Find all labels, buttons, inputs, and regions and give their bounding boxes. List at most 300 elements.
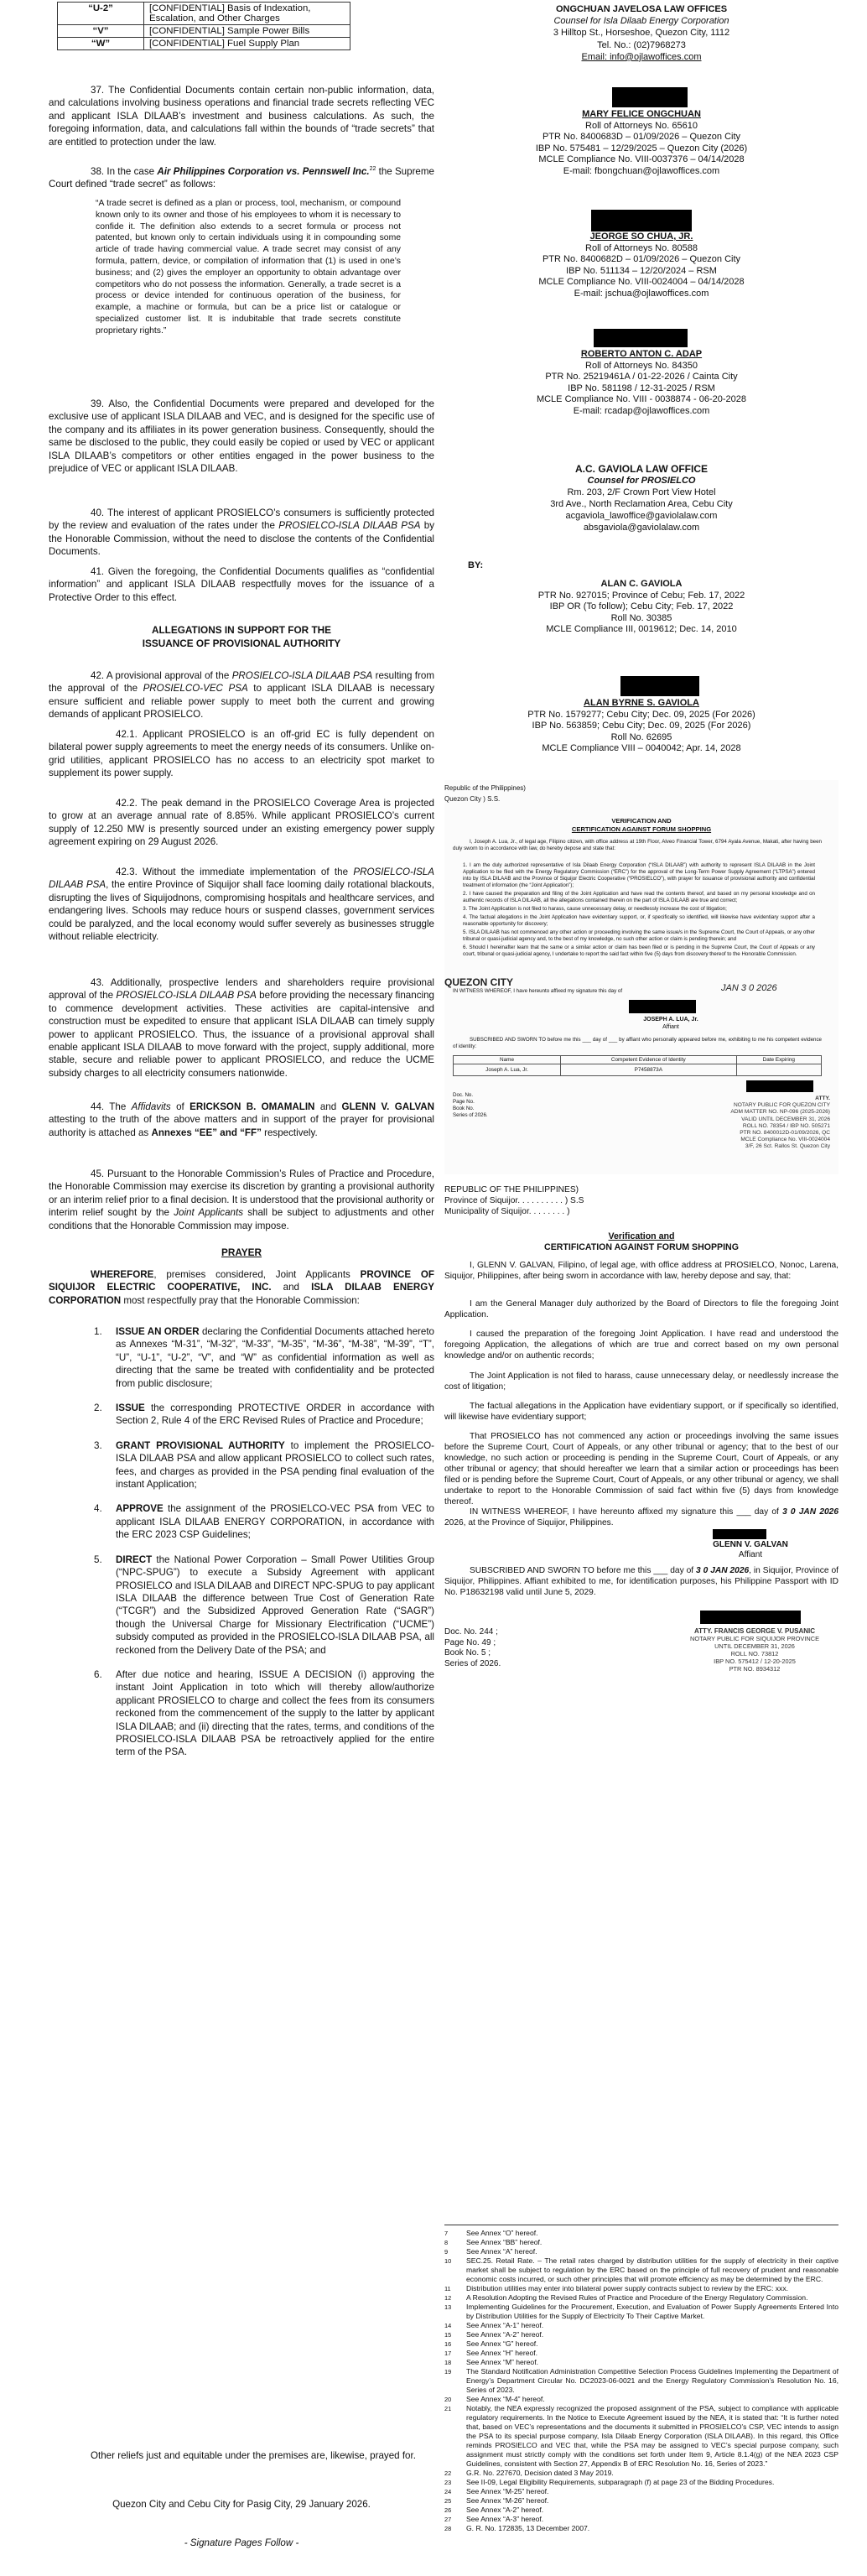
- paragraph-42-1: 42.1. Applicant PROSIELCO is an off-grid EC is fully dependent on bilateral power supply agreements to meet the energy needs of its consumers. Unlike on-grid utilities, applicant PROSIELCO has no access to an electricity spot market to supplement its power supply.: [49, 729, 434, 779]
- book-no: Book No. 5 ;: [444, 1648, 491, 1658]
- subscribed-text-b: , in Siquijor, Province of Siquijor, Philippines. Affiant exhibited to me, for identification purposes, his Philippine Passport with ID No. P18632198 valid until June 5, 2029.: [444, 1566, 838, 1597]
- annex-ref: Annexes “EE” and “FF”: [151, 1127, 262, 1138]
- para40-text-b: by the Honorable Commission, without the need to disclose the contents of the Confidential Documents.: [49, 520, 434, 558]
- heading-line: ISSUANCE OF PROVISIONAL AUTHORITY: [142, 637, 341, 649]
- lawyer-detail: MCLE Compliance No. VIII-0024004 – 04/14/2028: [538, 277, 745, 288]
- witness-line: [453, 988, 704, 995]
- paragraph-37: 37. The Confidential Documents contain certain non-public information, data, and calculations involving business operations and financial trade secrets reflecting VEC and applicant ISLA DILAAB’s investment and business calculations. As such, the foregoing information, data, and calculations fall within the bounds of “trade secrets” that are entitled to protection under the law.: [49, 85, 434, 148]
- footnote-text: A Resolution Adopting the Revised Rules of Practice and Procedure of the Energy Regulatory Commission.: [466, 2293, 808, 2302]
- notary-signature-redaction: [746, 1080, 813, 1092]
- subscribed-text-a: SUBSCRIBED AND SWORN TO before me this ___ day of: [470, 1566, 694, 1575]
- notary-stamp: [671, 1627, 838, 1673]
- paragraph-42-3: [49, 866, 434, 943]
- footnote-text: G.R. No. 227670, Decision dated 3 May 2019.: [466, 2469, 614, 2477]
- lawyer-name: ALAN BYRNE S. GAVIOLA: [584, 698, 699, 708]
- para44-text-e: respectively.: [261, 1127, 318, 1138]
- redaction-box: [713, 1529, 766, 1539]
- footnote-text: The Standard Notification Administration Competitive Selection Process Guidelines Implementing the Department of Energy’s Department Circular No. DC2023-06-0021 and the Energy Regulatory Commission’s Resolution No. 16, Series of 2023.: [466, 2367, 838, 2394]
- firm-email: absgaviola@gaviolalaw.com: [583, 523, 700, 533]
- item-number: 1.: [94, 1326, 102, 1337]
- lawyer-detail: Roll of Attorneys No. 65610: [585, 120, 698, 131]
- footnote: [444, 2247, 838, 2256]
- prayer-intro-text: , premises considered, Joint Applicants: [153, 1269, 361, 1280]
- lawyer-detail: PTR No. 8400683D – 01/09/2026 – Quezon City: [542, 132, 741, 143]
- witness-text: IN WITNESS WHEREOF, I have hereunto affixed my signature this ___ day of: [470, 1507, 779, 1517]
- table-cell: P7458873A: [561, 1064, 736, 1076]
- witness-text-b: 2026, at the Province of Siquijor, Philippines.: [444, 1518, 614, 1527]
- footnote-text: See Annex “H” hereof.: [466, 2349, 538, 2357]
- title-line: VERIFICATION AND: [611, 817, 672, 825]
- lawyer-detail: PTR No. 927015; Province of Cebu; Feb. 17, 2022: [537, 590, 745, 601]
- table-row: [58, 25, 350, 38]
- prayer-intro-and: and: [271, 1282, 312, 1293]
- para45-text-b: shall be subject to adjustments and other conditions that the Honorable Commission may impose.: [49, 1207, 434, 1231]
- item-text: After due notice and hearing, ISSUE A DECISION (i) approving the instant Joint Application in toto which will thereby allow/authorize applicant PROSIELCO to charge and collect the fees from its consumers reckoned from the commencement of the supply to the latter by applicant ISLA DILAAB; and (ii) directing that the rates, terms, and conditions of the PROSIELCO-ISLA DILAAB PSA be retroactively applied for the entire term of the PSA.: [116, 1668, 434, 1758]
- footnote-text: See Annex “A-3” hereof.: [466, 2515, 544, 2523]
- footnote: [444, 2284, 838, 2293]
- affiant-name: GLENN V. GALVAN: [341, 1101, 434, 1112]
- paragraph-41: 41. Given the foregoing, the Confidential Documents qualifies as “confidential information” and applicant ISLA DILAAB respectfully moves for the issuance of a Protective Order to this effect.: [49, 566, 434, 603]
- signature-pages-follow: - Signature Pages Follow -: [184, 2537, 299, 2548]
- series: Series of 2026.: [444, 1658, 501, 1668]
- paragraph-44: [49, 1101, 434, 1139]
- item-lead: ISSUE: [116, 1402, 145, 1414]
- page-no: Page No. 49 ;: [444, 1637, 496, 1647]
- affiant-role: Affiant: [662, 1023, 679, 1030]
- footnote-number: 24: [444, 2488, 452, 2495]
- case-citation: Air Philippines Corporation vs. Pennswell Inc.: [157, 165, 370, 177]
- verification-item: 1. I am the duly authorized representative of Isla Dilaab Energy Corporation (“ISLA DILAAB”) with authority to represent ISLA DILAAB in the Joint Application to be filed with the Energy Regulatory Commission (“ERC”) for the approval of the Long-Term Power Supply Agreement (“LTPSA”) entered into by ISLA DILAAB and the Province of Siquijor Electric Cooperative (“PROSIELCO”), with prayer for issuance of provisional authority and confidential treatment of information (the “Joint Application”);: [463, 862, 815, 888]
- lawyer-name: ALAN C. GAVIOLA: [600, 579, 683, 589]
- lawyer-signature-block: [444, 676, 838, 755]
- trade-secret-quote: “A trade secret is defined as a plan or process, tool, mechanism, or compound known only to its owner and those of his employees to whom it is necessary to confide it. The definition also extends to a secret formula or process not patented, but known only to certain individuals using it in compounding some article of trade having commercial value. A trade secret may consist of any formula, pattern, device, or compilation of information that (1) is used in one’s business; and (2) gives the employer an opportunity to obtain advantage over competitors who do not possess the information. Generally, a trade secret is a process or device intended for continuous operation of the business, for example, a machine or formula, but can be a price list or catalogue or specialized customer list. It is indubitable that trade secrets constitute proprietary rights.”: [96, 199, 401, 336]
- paragraph-42: [49, 669, 434, 721]
- item-lead: GRANT PROVISIONAL AUTHORITY: [116, 1439, 285, 1451]
- item-text: the assignment of the PROSIELCO-VEC PSA from VEC to applicant ISLA DILAAB ENERGY CORPORATION, in accordance with the ERC 2023 CSP Guidelines;: [116, 1503, 434, 1541]
- handwritten-date: 3 0 JAN 2026: [782, 1507, 839, 1517]
- para42-text: 42. A provisional approval of the: [91, 670, 232, 681]
- footnote-number: 7: [444, 2230, 449, 2237]
- verification-items: [463, 862, 815, 958]
- notary-detail: UNTIL DECEMBER 31, 2026: [714, 1642, 795, 1650]
- book-no: Book No.: [453, 1106, 475, 1111]
- doc-reference: [444, 1627, 501, 1669]
- item-lead: DIRECT: [116, 1553, 153, 1565]
- para423-text: 42.3. Without the immediate implementation of the: [116, 866, 354, 877]
- prayer-heading: PRAYER: [221, 1246, 262, 1258]
- notary-detail: IBP NO. 575412 / 12-20-2025: [714, 1657, 796, 1665]
- venue-line: Municipality of Siquijor. . . . . . . . ): [444, 1207, 570, 1216]
- footnote-text: See Annex “O” hereof.: [466, 2229, 538, 2237]
- footnote-number: 14: [444, 2322, 452, 2329]
- lawyer-detail: Roll No. 30385: [610, 612, 672, 623]
- paragraph-45: [49, 1168, 434, 1232]
- footnote: [444, 2358, 838, 2367]
- page-no: Page No.: [453, 1099, 475, 1105]
- footnote: [444, 2478, 838, 2487]
- exhibit-desc: [CONFIDENTIAL] Sample Power Bills: [144, 25, 350, 38]
- table-cell: [736, 1064, 821, 1076]
- firm-address: 3 Hilltop St., Horseshoe, Quezon City, 1112: [553, 28, 730, 39]
- title-line: CERTIFICATION AGAINST FORUM SHOPPING: [571, 825, 712, 833]
- para44-text: 44. The: [91, 1101, 132, 1112]
- redaction-box: [629, 1000, 696, 1013]
- para423-text-b: , the entire Province of Siquijor shall face looming daily rotational blackouts, disrupting the lives of Siquijodnons, compromising hospitals and healthcare services, and endangering lives. Schools may reduce hours or suspend classes, government services could be paralyzed, and the local economy would suffer severely as businesses struggle without reliable electricity.: [49, 879, 435, 943]
- prayer-intro-tail: most respectfully pray that the Honorable Commission:: [121, 1294, 360, 1306]
- handwritten-place: QUEZON CITY: [444, 976, 514, 988]
- lawyer-signature-block: [444, 579, 838, 636]
- notary-detail: PTR NO. 8400012D-01/09/2026, QC: [740, 1130, 830, 1137]
- item-text: declaring the Confidential Documents attached hereto as Annexes “M-31”, “M-32”, “M-33”, “M-35”, “M-36”, “M-38”, “M-39”, “T”, “U”, “U-1”, “U-2”, “V”, and “W” as confidential information as well as directing that the same be treated with confidentiality and be protected from public disclosure;: [116, 1326, 434, 1389]
- paragraph-42-2: 42.2. The peak demand in the PROSIELCO Coverage Area is projected to grow at an average annual rate of 8.85%. While applicant PROSIELCO’s current supply of 12.250 MW is presently sourced under an existing emergency power supply agreement expiring on 29 August 2026.: [49, 798, 434, 848]
- notary-detail: ROLL NO. 78354 / IBP NO. 505271: [742, 1122, 830, 1129]
- lawyer-detail: MCLE Compliance III, 0019612; Dec. 14, 2010: [546, 624, 737, 635]
- notary-detail: NOTARY PUBLIC FOR SIQUIJOR PROVINCE: [690, 1635, 819, 1642]
- footnote-number: 28: [444, 2525, 452, 2532]
- paragraph-39: 39. Also, the Confidential Documents were prepared and developed for the exclusive use of applicant ISLA DILAAB and VEC, and is designed for the specific use of the company and its affiliates in its power generation business. Consequently, should the same be disclosed to the public, they could easily be copied or used by VEC or applicant ISLA DILAAB’s competitors or other entities engaged in the power business to the prejudice of VEC or applicant ISLA DILAAB.: [49, 398, 434, 475]
- signature-redaction: [444, 676, 838, 698]
- psa-name: PROSIELCO-VEC PSA: [143, 683, 248, 695]
- verification-para: I am the General Manager duly authorized by the Board of Directors to file the foregoing Joint Application.: [444, 1299, 838, 1319]
- footnote: [444, 2496, 838, 2506]
- notary-name: ATTY.: [815, 1095, 830, 1101]
- verification-para: The factual allegations in the Application have evidentiary support, or if specifically so identified, will likewise have evidentiary support;: [444, 1402, 838, 1422]
- gaviola-firm-block: [444, 463, 838, 533]
- affiant-signature-redaction: [713, 1528, 780, 1540]
- redaction-box: [620, 676, 699, 696]
- verification-item: 5. ISLA DILAAB has not commenced any other action or proceeding involving the same issue/s in the Supreme Court, the Court of Appeals, or any other tribunal or quasi-judicial agency and, to the best of my knowledge, no such other action or claim is pending therein; and: [463, 929, 815, 942]
- item-lead: APPROVE: [116, 1503, 164, 1515]
- para45-text: 45. Pursuant to the Honorable Commission’s Rules of Practice and Procedure, the Honorable Commission may exercise its discretion by granting a provisional authority or an interim relief prior to a final decision. It is understood that the provisional authority or interim relief sought by the: [49, 1168, 434, 1219]
- para38-text: 38. In the case: [91, 165, 158, 177]
- footnote-text: Distribution utilities may enter into bilateral power supply contracts subject to review by the ERC: xxx.: [466, 2284, 789, 2292]
- footnote: [444, 2293, 838, 2303]
- verification-para: That PROSIELCO has not commenced any action or proceedings involving the same issues before the Supreme Court, Court of Appeals, or any other tribunal or agency; that to the best of our knowledge, no such action or proceeding is pending in the Supreme Court, Court of Appeals, or any other tribunal or agency; that should hereafter we learn that a similar action or proceedings has been filed or is pending before the Supreme Court, Court of Appeals, or any other tribunal or agency, we shall undertake to report to the Honorable Commission of said fact within five (5) days from knowledge thereof.: [444, 1432, 838, 1507]
- footnote-number: 26: [444, 2506, 452, 2514]
- footnote: [444, 2256, 838, 2284]
- doc-reference: [453, 1092, 537, 1119]
- firm-email: acgaviola_lawoffice@gaviolalaw.com: [565, 511, 718, 521]
- venue-line: REPUBLIC OF THE PHILIPPINES): [444, 1185, 579, 1194]
- footnote-text: See Annex “G” hereof.: [466, 2339, 538, 2348]
- paragraph-43: [49, 976, 434, 1080]
- item-text: the corresponding PROTECTIVE ORDER in accordance with Section 2, Rule 4 of the ERC Revised Rules of Practice and Procedure;: [116, 1402, 434, 1427]
- footnote-text: See Annex “M-25” hereof.: [466, 2487, 549, 2495]
- affiant-signature-redaction: [587, 1000, 755, 1017]
- verification-item: 3. The Joint Application is not filed to harass, cause unnecessary delay, or needlessly increase the cost of litigation;: [463, 906, 727, 912]
- footnote: [444, 2349, 838, 2358]
- item-lead: ISSUE AN ORDER: [116, 1326, 200, 1337]
- verification-item: 6. Should I hereinafter learn that the same or a similar action or claim has been filed or is pending in the Supreme Court, the Court of Appeals or any court, tribunal or quasi-judicial agency, I undertake to report the said fact within five (5) days from discovery thereof to the Honorable Commission.: [463, 945, 815, 957]
- lawyer-signature-block: [444, 329, 838, 418]
- firm-name: A.C. GAVIOLA LAW OFFICE: [575, 463, 708, 475]
- item-number: 6.: [94, 1668, 102, 1680]
- verification-isla-dilaab-scan: [444, 780, 838, 1174]
- table-header: Competent Evidence of Identity: [561, 1056, 736, 1064]
- table-cell: Joseph A. Lua, Jr.: [454, 1064, 561, 1076]
- confidential-exhibits-table: [57, 2, 350, 50]
- footnote-number: 20: [444, 2396, 452, 2403]
- prayer-item: [49, 1502, 434, 1541]
- affidavits-word: Affidavits: [131, 1101, 171, 1112]
- footnote: [444, 2469, 838, 2478]
- footnote: [444, 2487, 838, 2496]
- by-label: BY:: [468, 560, 484, 570]
- exhibit-code: “V”: [58, 25, 144, 38]
- lawyer-detail: PTR No. 1579277; Cebu City; Dec. 09, 2025 (For 2026): [527, 709, 755, 720]
- witness-line: [444, 1507, 838, 1528]
- applicant-name: PROVINCE OF SIQUIJOR ELECTRIC COOPERATIVE, INC.: [49, 1269, 434, 1293]
- title-line: Verification and: [608, 1231, 675, 1241]
- table-row: [58, 3, 350, 25]
- footnote: [444, 2524, 838, 2533]
- lawyer-detail: IBP No. 563859; Cebu City; Dec. 09, 2025 (For 2026): [532, 721, 751, 731]
- footnote-number: 21: [444, 2405, 452, 2412]
- footnote: [444, 2238, 838, 2247]
- prayer-item: [49, 1439, 434, 1491]
- footnote-number: 9: [444, 2248, 449, 2256]
- psa-name: PROSIELCO-ISLA DILAAB PSA: [278, 520, 421, 532]
- lawyer-detail: E-mail: fbongchuan@ojlawoffices.com: [563, 165, 720, 176]
- lawyer-detail: MCLE Compliance No. VIII - 0038874 - 06-20-2028: [536, 394, 747, 405]
- place-and-date: Quezon City and Cebu City for Pasig City, 29 January 2026.: [112, 2499, 371, 2510]
- series: Series of 2026.: [453, 1112, 488, 1118]
- footnote-text: G. R. No. 172835, 13 December 2007.: [466, 2524, 590, 2532]
- lawyer-signature-block: [444, 87, 838, 178]
- footnote: [444, 2506, 838, 2515]
- footnote: [444, 2303, 838, 2321]
- notary-detail: MCLE Compliance No. VIII-0024004: [740, 1137, 830, 1143]
- firm-role: Counsel for PROSIELCO: [587, 476, 696, 486]
- footnote-number: 15: [444, 2331, 452, 2339]
- footnote-text: See II-09, Legal Eligibility Requirements, subparagraph (f) at page 23 of the Bidding Procedures.: [466, 2478, 775, 2486]
- notary-detail: ADM MATTER NO. NP-096 (2025-2026): [730, 1109, 830, 1116]
- verification-title: [444, 817, 838, 834]
- verification-para: I caused the preparation of the foregoing Joint Application. I have read and understood the foregoing Application, the allegations of which are true and correct based on my own personal knowledge and/or on authentic records;: [444, 1330, 838, 1361]
- other-reliefs: Other reliefs just and equitable under the premises are, likewise, prayed for.: [91, 2450, 416, 2461]
- lawyer-detail: MCLE Compliance No. VIII-0037376 – 04/14/2028: [538, 154, 745, 165]
- footnote-text: See Annex “A-2” hereof.: [466, 2506, 544, 2514]
- psa-name: PROSIELCO-ISLA DILAAB PSA: [116, 990, 257, 1002]
- prayer-intro: [49, 1268, 434, 1307]
- applicant-name: ISLA DILAAB ENERGY CORPORATION: [49, 1282, 434, 1306]
- redaction-box: [594, 329, 688, 347]
- verification-para: The Joint Application is not filed to harass, cause unnecessary delay, or needlessly increase the cost of litigation;: [444, 1371, 838, 1392]
- affiant-name: ERICKSON B. OMAMALIN: [189, 1101, 315, 1112]
- footnote-text: See Annex “BB” hereof.: [466, 2238, 543, 2246]
- footnote-text: Implementing Guidelines for the Procurement, Execution, and Evaluation of Power Supply Agreements Entered Into by Distribution Utilities for the Supply of Electricity To Their Captive Market.: [466, 2303, 838, 2320]
- redaction-box: [612, 87, 688, 107]
- verification-title: [444, 1231, 838, 1253]
- affiant-name: GLENN V. GALVAN: [713, 1540, 788, 1549]
- firm-name: ONGCHUAN JAVELOSA LAW OFFICES: [555, 4, 728, 14]
- exhibit-desc: [CONFIDENTIAL] Basis of Indexation, Escalation, and Other Charges: [144, 3, 350, 25]
- witness-text: IN WITNESS WHEREOF, I have hereunto affixed my signature this day of: [453, 988, 623, 994]
- footnote: [444, 2395, 838, 2404]
- doc-no: Doc. No. 244 ;: [444, 1627, 498, 1637]
- footnote-number: 8: [444, 2239, 449, 2246]
- notary-signature-redaction: [679, 1611, 822, 1624]
- verification-intro: I, Joseph A. Lua, Jr., of legal age, Filipino citizen, with office address at 19th Floor, Alveo Financial Tower, 6794 Ayala Avenue, Makati, after having been duly sworn to in accordance with law, do hereby depose and state that:: [453, 839, 822, 851]
- affiant-block: [587, 1017, 755, 1031]
- lawyer-detail: Roll No. 62695: [610, 731, 672, 742]
- verification-item: 2. I have caused the preparation and filing of the Joint Application and have read the contents thereof, and based on my personal knowledge and on authentic records of ISLA DILAAB, all the allegations contained therein on the part of ISLA DILAAB are true and correct;: [463, 891, 815, 903]
- table-header: Date Expiring: [736, 1056, 821, 1064]
- signature-redaction: [444, 87, 838, 109]
- notary-detail: NOTARY PUBLIC FOR QUEZON CITY: [733, 1102, 830, 1109]
- lawyer-detail: MCLE Compliance VIII – 0040042; Apr. 14, 2028: [542, 743, 741, 754]
- prayer-list: [49, 1325, 434, 1771]
- prayer-item: [49, 1553, 434, 1657]
- verification-intro: I, GLENN V. GALVAN, Filipino, of legal age, with office address at PROSIELCO, Nonoc, Larena, Siquijor, Philippines, after being sworn in accordance with law, hereby depose and say, that:: [444, 1261, 838, 1281]
- footnote: [444, 2339, 838, 2349]
- footnote: [444, 2229, 838, 2238]
- para44-text-c: and: [314, 1101, 342, 1112]
- lawyer-detail: E-mail: jschua@ojlawoffices.com: [574, 288, 709, 299]
- para40-text: 40. The interest of applicant PROSIELCO’s consumers is sufficiently protected by the review and evaluation of the rates under the: [49, 507, 434, 532]
- footnote-number: 22: [444, 2469, 452, 2477]
- table-row: [58, 38, 350, 50]
- footnote-number: 12: [444, 2294, 452, 2302]
- para42-text-b: resulting from the approval of the: [49, 670, 434, 695]
- venue-line: Province of Siquijor. . . . . . . . . . ) S.S: [444, 1196, 584, 1205]
- table-row: [454, 1056, 822, 1064]
- psa-name: PROSIELCO-ISLA DILAAB PSA: [231, 670, 373, 681]
- footnote-text: Notably, the NEA expressly recognized the proposed assignment of the PSA, subject to compliance with applicable regulatory requirements. In the Notice to Execute Agreement issued by the NEA, it is stated that: “It is further noted that, based on VEC’s representations and the documents it submitted in PROSIELCO’s CSP, VEC intends to assign the PSA to its special purpose company, Isla Dilaab Energy Corporation (ISLA DILAAB). In this regard, this Office reminds PROSIELCO and VEC that, while the PSA may be assigned to VEC’s special purpose company, such assignment must strictly comply with the conditions set forth under Item 9, Article 8.1.4(g) of the NEA 2023 CSP Guidelines, consistent with Section 27, Appendix B of ERC Resolution No. 16, Series of 2023.”: [466, 2404, 838, 2468]
- venue-block: [444, 783, 526, 804]
- identity-table: [453, 1055, 822, 1076]
- lawyer-detail: PTR No. 8400682D – 01/09/2026 – Quezon City: [542, 254, 741, 265]
- footnote: [444, 2330, 838, 2339]
- footnote-text: See Annex “M-4” hereof.: [466, 2395, 545, 2403]
- prayer-item: [49, 1402, 434, 1428]
- paragraph-38: [49, 163, 434, 191]
- notary-detail: ROLL NO. 73812: [730, 1650, 779, 1657]
- footnote-number: 13: [444, 2303, 452, 2311]
- footnote-text: See Annex “M” hereof.: [466, 2358, 538, 2366]
- redaction-box: [746, 1080, 813, 1092]
- affiant-name: JOSEPH A. LUA, Jr.: [643, 1017, 698, 1023]
- footnote-ref: 22: [369, 166, 376, 172]
- para43-text: 43. Additionally, prospective lenders and shareholders require provisional approval of the: [49, 977, 434, 1002]
- lawyer-name: ROBERTO ANTON C. ADAP: [580, 349, 703, 359]
- psa-name: PROSIELCO-ISLA DILAAB PSA: [49, 866, 434, 891]
- notary-detail: VALID UNTIL DECEMBER 31, 2026: [741, 1116, 830, 1122]
- lawyer-signature-block: [444, 210, 838, 300]
- footnote-number: 18: [444, 2359, 452, 2366]
- lawyer-detail: Roll of Attorneys No. 84350: [585, 360, 698, 371]
- redaction-box: [700, 1611, 801, 1624]
- footnote-text: SEC.25. Retail Rate. – The retail rates charged by distribution utilities for the supply of electricity in their captive market shall be subject to regulation by the ERC based on the principle of full recovery of prudent and reasonable economic costs incurred, or such other principles that will promote efficiency as may be determined by the ERC.: [466, 2256, 838, 2283]
- item-number: 3.: [94, 1439, 102, 1451]
- allegations-heading: [49, 624, 434, 650]
- heading-line: ALLEGATIONS IN SUPPORT FOR THE: [151, 624, 332, 636]
- verification-item: 4. The factual allegations in the Joint Application have evidentiary support, or, if specifically so identified, will likewise have evidentiary support after a reasonable opportunity for discovery;: [463, 914, 815, 927]
- venue-block: [444, 1184, 584, 1217]
- affiant-block: [679, 1540, 822, 1561]
- joint-applicants: Joint Applicants: [174, 1207, 243, 1219]
- firm-email: Email: info@ojlawoffices.com: [581, 51, 702, 62]
- table-row: [454, 1064, 822, 1076]
- ongchuan-firm-block: [444, 3, 838, 63]
- para43-text-b: before providing the necessary financing to commence development activities. These activities are capital-intensive and construction must be expedited to ensure that applicant ISLA DILAAB can timely supply power to applicant PROSIELCO. Thus, the issuance of a provisional approval shall enable applicant ISLA DILAAB to move forward with the project, supply additional, more stable, secure and reliable power to applicant PROSIELCO, and reduce the UCME subsidy charges to all electricity consumers nationwide.: [49, 990, 434, 1079]
- firm-address: 3rd Ave., North Reclamation Area, Cebu City: [550, 499, 733, 509]
- footnote-number: 19: [444, 2368, 452, 2376]
- para44-text-b: of: [170, 1101, 190, 1112]
- notary-stamp: [696, 1095, 830, 1151]
- para44-text-d: attesting to the truth of the above matters and in support of the prayer for provisional authority is attached as: [49, 1114, 434, 1138]
- exhibit-desc: [CONFIDENTIAL] Fuel Supply Plan: [144, 38, 350, 50]
- footnote-number: 27: [444, 2516, 452, 2523]
- redaction-box: [591, 210, 692, 232]
- subscribed-text: [444, 1565, 838, 1598]
- signature-redaction: [444, 329, 838, 349]
- footnote: [444, 2367, 838, 2395]
- lawyer-name: MARY FELICE ONGCHUAN: [582, 109, 701, 119]
- signature-redaction: [444, 210, 838, 232]
- footnote-text: See Annex “M-26” hereof.: [466, 2496, 549, 2505]
- lawyer-detail: E-mail: rcadap@ojlawoffices.com: [573, 405, 710, 416]
- handwritten-date: 3 0 JAN 2026: [696, 1566, 750, 1575]
- venue-line: Quezon City ) S.S.: [444, 794, 501, 803]
- lawyer-detail: IBP No. 581198 / 12-31-2025 / RSM: [568, 382, 715, 393]
- lawyer-detail: IBP OR (To follow); Cebu City; Feb. 17, 2022: [549, 601, 734, 612]
- firm-address: Rm. 203, 2/F Crown Port View Hotel: [567, 487, 716, 497]
- para42-text-c: to applicant ISLA DILAAB is necessary ensure sufficient and reliable power supply to meet both the current and growing demands of applicant PROSIELCO.: [49, 683, 435, 721]
- verification-prosielco-scan: [444, 1184, 838, 1688]
- item-text: the National Power Corporation – Small Power Utilities Group (“NPC-SPUG”) to execute a Subsidy Agreement with applicant PROSIELCO and ISLA DILAAB and DIRECT NPC-SPUG to pay applicant ISLA DILAAB the difference between True Cost of Generation Rate (“TCGR”) and the Subsidized Approved Generation Rate (“SAGR”) though the Universal Charge for Missionary Electrification (“UCME”) subsidy computed as provided in the PROSIELCO-ISLA DILAAB PSA, all reckoned from the Delivery Date of the PSA; and: [116, 1553, 434, 1656]
- doc-no: Doc. No.: [453, 1092, 474, 1098]
- subscribed-text: SUBSCRIBED AND SWORN TO before me this ___ day of ___ by affiant who personally appeared before me, exhibiting to me his competent evidence of identity:: [453, 1037, 822, 1049]
- lawyer-detail: IBP No. 575481 – 12/29/2025 – Quezon City (2026): [535, 143, 748, 154]
- affiant-role: Affiant: [738, 1550, 763, 1560]
- paragraph-40: [49, 507, 434, 559]
- footnote-number: 25: [444, 2497, 452, 2505]
- venue-line: Republic of the Philippines): [444, 784, 526, 792]
- notary-name: ATTY. FRANCIS GEORGE V. PUSANIC: [693, 1627, 816, 1635]
- para38-text-b: the Supreme Court defined “trade secret” as follows:: [49, 165, 434, 190]
- footnote-number: 23: [444, 2479, 452, 2486]
- exhibit-code: “U-2”: [58, 3, 144, 25]
- lawyer-detail: IBP No. 511134 – 12/20/2024 – RSM: [566, 265, 717, 276]
- item-text: to implement the PROSIELCO-ISLA DILAAB PSA and allow applicant PROSIELCO to collect such rates, fees, and charges as provided in the PSA pending final evaluation of the instant Application;: [116, 1439, 434, 1491]
- handwritten-date: JAN 3 0 2026: [721, 983, 777, 993]
- footnote: [444, 2515, 838, 2524]
- footnote-number: 17: [444, 2350, 452, 2357]
- footnotes: [444, 2225, 838, 2533]
- item-number: 5.: [94, 1553, 102, 1565]
- notary-detail: 3/F, 26 Sct. Rallos St. Quezon City: [745, 1143, 830, 1150]
- item-number: 2.: [94, 1402, 102, 1414]
- prayer-item: [49, 1325, 434, 1390]
- footnote-number: 11: [444, 2285, 451, 2292]
- exhibit-code: “W”: [58, 38, 144, 50]
- item-number: 4.: [94, 1503, 102, 1515]
- footnote-text: See Annex “A-2” hereof.: [466, 2330, 544, 2339]
- footnote: [444, 2404, 838, 2469]
- prayer-item: [49, 1668, 434, 1759]
- footnote-number: 10: [444, 2257, 452, 2265]
- lawyer-detail: PTR No. 25219461A / 01-22-2026 / Cainta City: [545, 372, 738, 382]
- table-header: Name: [454, 1056, 561, 1064]
- lawyer-detail: Roll of Attorneys No. 80588: [585, 242, 698, 253]
- footnote-text: See Annex “A-1” hereof.: [466, 2321, 544, 2329]
- title-line: CERTIFICATION AGAINST FORUM SHOPPING: [544, 1242, 739, 1252]
- firm-tel: Tel. No.: (02)7968273: [597, 39, 686, 50]
- firm-role: Counsel for Isla Dilaab Energy Corporation: [553, 16, 729, 27]
- lawyer-name: JEORGE SO CHUA, JR.: [589, 232, 693, 242]
- wherefore: WHEREFORE: [91, 1269, 154, 1280]
